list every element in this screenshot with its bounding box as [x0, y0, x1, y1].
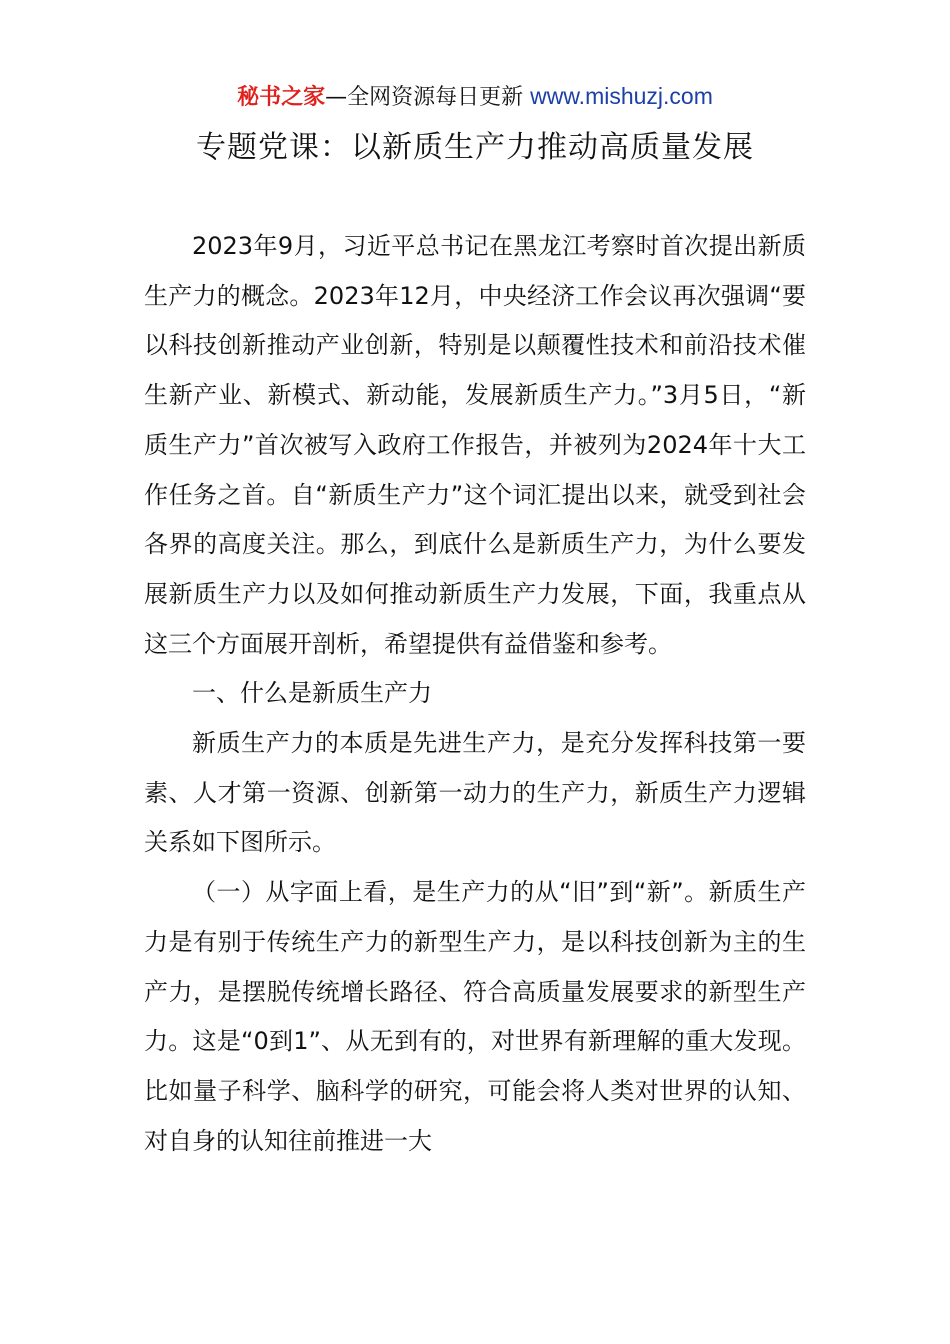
site-tagline: —全网资源每日更新 — [325, 85, 531, 110]
site-header — [0, 80, 950, 114]
section-heading-1: 一、什么是新质生产力 — [192, 679, 432, 708]
document-body — [144, 222, 806, 1166]
subsection-1-paragraph: （一）从字面上看，是生产力的从“旧”到“新”。新质生产力是有别于传统生产力的新型生产力，是以科技创新为主的生产力，是摆脱传统增长路径、符合高质量发展要求的新型生产力。这是“0到1”、从无到有的，对世界有新理解的重大发现。比如量子科学、脑科学的研究，可能会将人类对世界的认知、对自身的认知往前推进一大 — [144, 878, 806, 1155]
document-title: 专题党课：以新质生产力推动高质量发展 — [196, 130, 754, 165]
site-url-link[interactable]: www.mishuzj.com — [530, 83, 713, 109]
site-brand: 秘书之家 — [237, 85, 326, 110]
section-1-paragraph: 新质生产力的本质是先进生产力，是充分发挥科技第一要素、人才第一资源、创新第一动力的生产力，新质生产力逻辑关系如下图所示。 — [144, 729, 806, 857]
intro-paragraph: 2023年9月，习近平总书记在黑龙江考察时首次提出新质生产力的概念。2023年12月，中央经济工作会议再次强调“要以科技创新推动产业创新，特别是以颠覆性技术和前沿技术催生新产业、新模式、新动能，发展新质生产力。”3月5日，“新质生产力”首次被写入政府工作报告，并被列为2024年十大工作任务之首。自“新质生产力”这个词汇提出以来，就受到社会各界的高度关注。那么，到底什么是新质生产力，为什么要发展新质生产力以及如何推动新质生产力发展，下面，我重点从这三个方面展开剖析，希望提供有益借鉴和参考。 — [144, 232, 806, 658]
